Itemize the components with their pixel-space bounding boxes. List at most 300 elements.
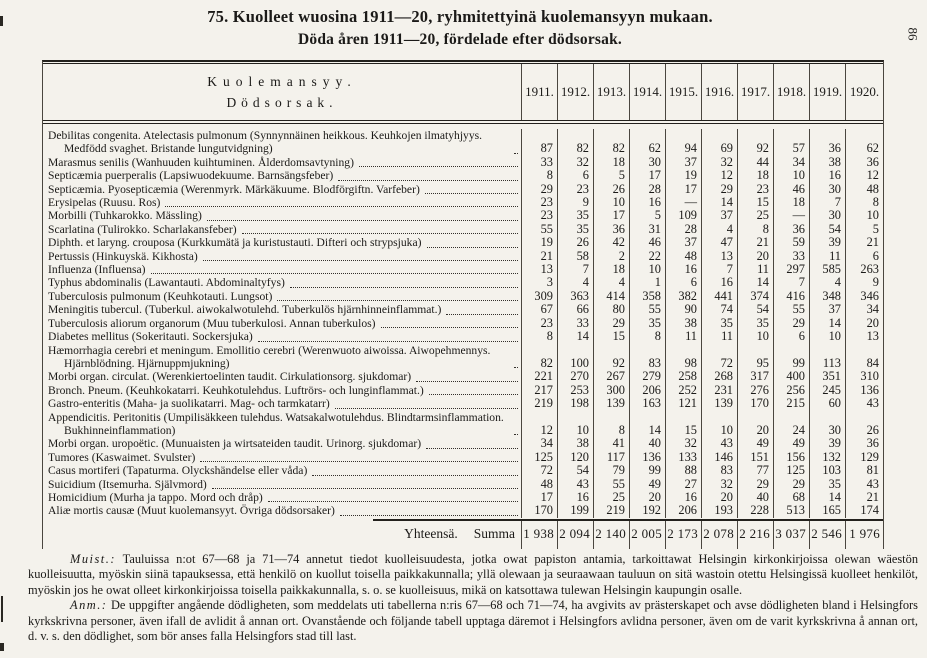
cause-cell [43,478,521,491]
value-cell: 41 [593,437,629,450]
value-cell: 17 [665,183,701,196]
title-swedish: Döda åren 1911—20, fördelade efter dödsorsak. [297,31,623,48]
value-cell: 8 [521,169,557,182]
value-cell: 31 [629,223,665,236]
value-cell: 60 [809,397,845,410]
value-cell: 170 [521,504,557,517]
value-cell: 23 [521,317,557,330]
value-cell: 25 [737,209,773,222]
total-label-swedish: Summa [473,525,515,541]
dot-leader [446,314,518,315]
value-cell: 13 [701,250,737,263]
value-cell: 43 [845,478,883,491]
value-cell: 30 [809,183,845,196]
value-cell: 67 [521,303,557,316]
value-cell: 83 [629,344,665,371]
value-cell: 14 [629,411,665,438]
value-cell: 4 [809,276,845,289]
value-cell: 317 [737,370,773,383]
cause-cell [43,156,521,169]
cause-cell [43,504,521,517]
value-cell: 14 [737,276,773,289]
scan-artifact [0,16,3,26]
total-value-cell: 2 216 [737,519,773,549]
table-row [43,478,883,491]
table-row [43,464,883,477]
value-cell: 3 [521,276,557,289]
value-cell: 133 [665,451,701,464]
dot-leader [335,408,518,409]
cause-label: Typhus abdominalis (Lawantauti. Abdominaltyfys) [48,276,285,290]
value-cell: 198 [557,397,593,410]
value-cell: 55 [629,303,665,316]
value-cell: 252 [665,384,701,397]
value-cell: 193 [701,504,737,517]
value-cell: 44 [737,156,773,169]
value-cell: 374 [737,290,773,303]
value-cell: 297 [773,263,809,276]
value-cell: 66 [557,303,593,316]
cause-header-swedish: Dödsorsak. [226,94,338,110]
value-cell: 35 [629,317,665,330]
year-header: 1916. [701,64,737,120]
cause-label: Hæmorrhagia cerebri et meningum. Emollitio cerebri (Werenwuoto aiwoissa. Aiwopehmennys. Hjärnblödning. Hjärnuppmjukning) [48,343,491,370]
value-cell: 99 [629,464,665,477]
value-cell: 132 [809,451,845,464]
value-cell: 30 [809,209,845,222]
table-row [43,344,883,371]
value-cell: 19 [665,169,701,182]
value-cell: 351 [809,370,845,383]
value-cell: 18 [593,156,629,169]
value-cell: 192 [629,504,665,517]
value-cell: 82 [557,129,593,156]
value-cell: 10 [629,263,665,276]
value-cell: 77 [737,464,773,477]
year-header: 1920. [845,64,883,120]
value-cell: 38 [809,156,845,169]
table-row [43,276,883,289]
cause-label: Gastro-enteritis (Maha- ja suolikatarri. Mag- och tarmkatarr) [48,397,330,411]
value-cell: 174 [845,504,883,517]
value-cell: 8 [593,411,629,438]
year-header: 1919. [809,64,845,120]
cause-cell [43,223,521,236]
value-cell: 43 [701,437,737,450]
value-cell: 29 [773,317,809,330]
value-cell: 81 [845,464,883,477]
value-cell: 32 [701,156,737,169]
value-cell: 17 [521,491,557,504]
cause-label: Meningitis tubercul. (Tuberkul. aiwokalwotulehd. Tuberkulös hjärnhinneinflammat.) [48,303,442,317]
value-cell: 9 [557,196,593,209]
value-cell: 32 [665,437,701,450]
value-cell: 199 [557,504,593,517]
value-cell: — [773,209,809,222]
value-cell: 9 [845,276,883,289]
year-header: 1918. [773,64,809,120]
value-cell: 29 [737,478,773,491]
value-cell: 23 [521,209,557,222]
value-cell: 29 [593,317,629,330]
cause-column-header [43,74,521,111]
value-cell: 82 [593,129,629,156]
cause-label: Erysipelas (Ruusu. Ros) [48,196,161,210]
value-cell: 25 [593,491,629,504]
value-cell: 36 [809,129,845,156]
table-row [43,491,883,504]
value-cell: 17 [593,209,629,222]
value-cell: 21 [521,250,557,263]
value-cell: 39 [809,437,845,450]
value-cell: 245 [809,384,845,397]
value-cell: 11 [701,330,737,343]
dot-leader [277,300,518,301]
value-cell: 17 [629,169,665,182]
value-cell: 10 [845,209,883,222]
dot-leader [151,273,518,274]
cause-cell [43,129,521,156]
footnote-swedish-text: De uppgifter angående dödligheten, som meddelats uti tabellerna n:ris 67—68 och 71—74, ha avgivits av prästerskapet och avse dödligheten bland i Helsingfors kyrkskrivna personer, även ifall de avlidit å annan ort. Ovanstående och följande tabell upptaga däremot i Helsingfors avlidna personer, även om de varit kyrkskrivna å annan ort, d. v. s. den dödlighet, som bör anses falla Helsingfors stad till last. [28,598,918,644]
value-cell: 43 [557,478,593,491]
value-cell: 7 [809,196,845,209]
value-cell: 10 [701,411,737,438]
value-cell: 12 [701,169,737,182]
dot-leader [200,461,518,462]
value-cell: 156 [773,451,809,464]
value-cell: 117 [593,451,629,464]
cause-header-finnish: Kuolemansyy. [207,73,357,89]
dot-leader [514,367,518,368]
value-cell: 57 [773,129,809,156]
value-cell: 11 [737,263,773,276]
value-cell: 82 [521,344,557,371]
value-cell: 146 [701,451,737,464]
value-cell: 79 [593,464,629,477]
value-cell: 11 [809,250,845,263]
value-cell: 84 [845,344,883,371]
footnote-finnish-label: Muist.: [70,552,116,566]
dot-leader [381,327,519,328]
value-cell: 416 [773,290,809,303]
value-cell: 170 [737,397,773,410]
table-header-row [43,64,883,124]
value-cell: 163 [629,397,665,410]
dot-leader [359,166,518,167]
value-cell: 382 [665,290,701,303]
value-cell: 7 [773,276,809,289]
dot-leader [203,260,518,261]
value-cell: 22 [629,250,665,263]
cause-cell [43,397,521,410]
dot-leader [429,394,518,395]
value-cell: 10 [809,330,845,343]
value-cell: 29 [701,183,737,196]
total-value-cell: 3 037 [773,519,809,549]
value-cell: 4 [701,223,737,236]
value-cell: 5 [593,169,629,182]
total-value-cell: 2 546 [809,519,845,549]
cause-label: Homicidium (Murha ja tappo. Mord och dråp) [48,490,263,504]
value-cell: 139 [593,397,629,410]
value-cell: 165 [809,504,845,517]
value-cell: 23 [521,196,557,209]
footnote-swedish-label: Anm.: [70,598,108,613]
value-cell: 48 [521,478,557,491]
cause-label: Morbi organ. circulat. (Werenkiertoelinten taudit. Cirkulationsorg. sjukdomar) [48,370,412,384]
value-cell: 279 [629,370,665,383]
value-cell: 36 [845,156,883,169]
value-cell: 8 [737,223,773,236]
value-cell: 43 [845,397,883,410]
year-header: 1915. [665,64,701,120]
value-cell: 7 [701,263,737,276]
value-cell: 26 [593,183,629,196]
value-cell: 23 [737,183,773,196]
total-value-cell: 2 094 [557,519,593,549]
value-cell: 15 [593,330,629,343]
dot-leader [427,247,519,248]
value-cell: 38 [665,317,701,330]
cause-cell [43,464,521,477]
value-cell: 54 [557,464,593,477]
dot-leader [242,233,518,234]
value-cell: 14 [701,196,737,209]
page-number: 86 [905,27,921,41]
value-cell: 54 [737,303,773,316]
scan-artifact [1,596,3,622]
cause-label: Marasmus senilis (Wanhuuden kuihtuminen. Ålderdomsavtyning) [48,155,354,169]
value-cell: 125 [521,451,557,464]
cause-cell [43,290,521,303]
table-title [60,7,860,49]
value-cell: 13 [521,263,557,276]
cause-cell [43,263,521,276]
value-cell: 5 [845,223,883,236]
value-cell: 35 [809,478,845,491]
value-cell: 129 [845,451,883,464]
total-value-cell: 2 173 [665,519,701,549]
value-cell: 68 [773,491,809,504]
value-cell: 16 [665,263,701,276]
mortality-table [42,60,884,549]
value-cell: 35 [737,317,773,330]
table-row [43,384,883,397]
value-cell: 15 [665,411,701,438]
value-cell: 40 [629,437,665,450]
cause-cell [43,370,521,383]
value-cell: 35 [557,223,593,236]
dot-leader [338,180,518,181]
table-row [43,411,883,438]
value-cell: 14 [809,491,845,504]
value-cell: 363 [557,290,593,303]
cause-label: Septicæmia. Pyosepticæmia (Werenmyrk. Märkäkuume. Blodförgiftn. Varfeber) [48,182,420,196]
value-cell: 20 [629,491,665,504]
value-cell: 136 [629,451,665,464]
dot-leader [212,488,518,489]
value-cell: 87 [521,129,557,156]
value-cell: 6 [557,169,593,182]
total-value-cell: 1 938 [521,519,557,549]
cause-label: Morbilli (Tuhkarokko. Mässling) [48,209,202,223]
value-cell: 4 [557,276,593,289]
value-cell: 30 [809,411,845,438]
cause-cell [43,250,521,263]
value-cell: 29 [521,183,557,196]
value-cell: 24 [773,411,809,438]
value-cell: 10 [737,330,773,343]
table-row [43,223,883,236]
dot-leader [312,475,518,476]
table-row [43,209,883,222]
value-cell: 47 [701,236,737,249]
value-cell: 585 [809,263,845,276]
value-cell: 36 [845,437,883,450]
table-row [43,437,883,450]
value-cell: 34 [521,437,557,450]
value-cell: 16 [665,491,701,504]
value-cell: 33 [521,156,557,169]
value-cell: 12 [521,411,557,438]
value-cell: 151 [737,451,773,464]
cause-cell [43,236,521,249]
table-row [43,156,883,169]
value-cell: 28 [665,223,701,236]
table-row [43,317,883,330]
value-cell: 276 [737,384,773,397]
value-cell: 37 [809,303,845,316]
value-cell: 72 [701,344,737,371]
value-cell: 5 [629,209,665,222]
value-cell: 80 [593,303,629,316]
cause-label: Aliæ mortis causæ (Muut kuolemansyyt. Övriga dödsorsaker) [48,504,335,518]
value-cell: 348 [809,290,845,303]
value-cell: 6 [845,250,883,263]
value-cell: 32 [557,156,593,169]
scan-artifact [0,643,4,651]
table-row [43,183,883,196]
value-cell: 10 [773,169,809,182]
value-cell: 39 [809,236,845,249]
value-cell: 6 [773,330,809,343]
value-cell: 55 [773,303,809,316]
value-cell: 92 [593,344,629,371]
value-cell: 27 [665,478,701,491]
dot-leader [514,434,518,435]
footnote-finnish-text: Tauluissa n:ot 67—68 ja 71—74 annetut tiedot kuolleisuudesta, jotka owat papiston antamia, tarkoittawat Helsingin kirkonkirjoissa olewan wäestön kuolleisuutta, myöskin siinä tapauksessa, että henkilö on kuollut toisella paikkakunnalla; yllä olewaan ja seuraawaan tauluun on sitä wastoin otettu Helsingissä kuolleet henkilöt, myöskin jos he owat olleet kirkonkirjoissa toisella paikkakunnalla, s. o. se kuolleisuus, mikä on katsottawa tulewan Helsingin kaupungin osalle. [28,552,919,597]
total-value-cell: 2 140 [593,519,629,549]
total-label-finnish: Yhteensä. [404,525,458,541]
value-cell: 28 [629,183,665,196]
cause-label: Suicidium (Itsemurha. Självmord) [48,477,207,491]
value-cell: 103 [809,464,845,477]
total-label [43,519,521,549]
value-cell: 414 [593,290,629,303]
value-cell: 8 [521,330,557,343]
value-cell: 256 [773,384,809,397]
value-cell: 98 [665,344,701,371]
year-header: 1917. [737,64,773,120]
value-cell: 228 [737,504,773,517]
value-cell: 18 [737,169,773,182]
dot-leader [258,341,518,342]
value-cell: 4 [593,276,629,289]
value-cell: 58 [557,250,593,263]
table-row [43,370,883,383]
cause-cell [43,196,521,209]
cause-label: Casus mortiferi (Tapaturma. Olyckshändelse eller våda) [48,464,308,478]
value-cell: 30 [629,156,665,169]
cause-label: Diphth. et laryng. crouposa (Kurkkumätä ja kuristustauti. Difteri och strypsjuka) [48,236,422,250]
cause-label: Scarlatina (Tulirokko. Scharlakansfeber) [48,222,237,236]
total-value-cell: 2 078 [701,519,737,549]
value-cell: 36 [593,223,629,236]
dot-leader [425,193,518,194]
table-row [43,196,883,209]
value-cell: 14 [557,330,593,343]
value-cell: 21 [845,491,883,504]
value-cell: 21 [737,236,773,249]
value-cell: 99 [773,344,809,371]
value-cell: 16 [809,169,845,182]
value-cell: 215 [773,397,809,410]
value-cell: 7 [557,263,593,276]
title-finnish: 75. Kuolleet wuosina 1911—20, ryhmitettyinä kuolemansyyn mukaan. [207,7,713,26]
cause-label: Morbi organ. uropoëtic. (Munuaisten ja wirtsateiden taudit. Urinorg. sjukdomar) [48,437,422,451]
value-cell: 8 [629,330,665,343]
value-cell: 35 [701,317,737,330]
dot-leader [165,206,518,207]
cause-cell [43,276,521,289]
value-cell: 6 [665,276,701,289]
cause-label: Pertussis (Hinkuyskä. Kikhosta) [48,249,198,263]
footnotes [28,552,918,644]
cause-cell [43,317,521,330]
table-row [43,169,883,182]
value-cell: 21 [845,236,883,249]
value-cell: 49 [629,478,665,491]
table-row [43,303,883,316]
value-cell: 1 [629,276,665,289]
total-row [43,519,883,549]
table-body [43,124,883,518]
dot-leader [207,220,518,221]
value-cell: 136 [845,384,883,397]
value-cell: 69 [701,129,737,156]
value-cell: 62 [629,129,665,156]
value-cell: 400 [773,370,809,383]
table-row [43,330,883,343]
value-cell: 33 [557,317,593,330]
value-cell: 37 [665,156,701,169]
value-cell: 109 [665,209,701,222]
value-cell: 231 [701,384,737,397]
value-cell: 12 [845,169,883,182]
value-cell: 13 [845,330,883,343]
cause-cell [43,169,521,182]
value-cell: 48 [665,250,701,263]
value-cell: 18 [593,263,629,276]
value-cell: 20 [737,250,773,263]
value-cell: 59 [773,236,809,249]
cause-cell [43,303,521,316]
value-cell: 10 [593,196,629,209]
cause-cell [43,209,521,222]
dot-leader [514,153,518,154]
value-cell: 72 [521,464,557,477]
value-cell: 19 [521,236,557,249]
